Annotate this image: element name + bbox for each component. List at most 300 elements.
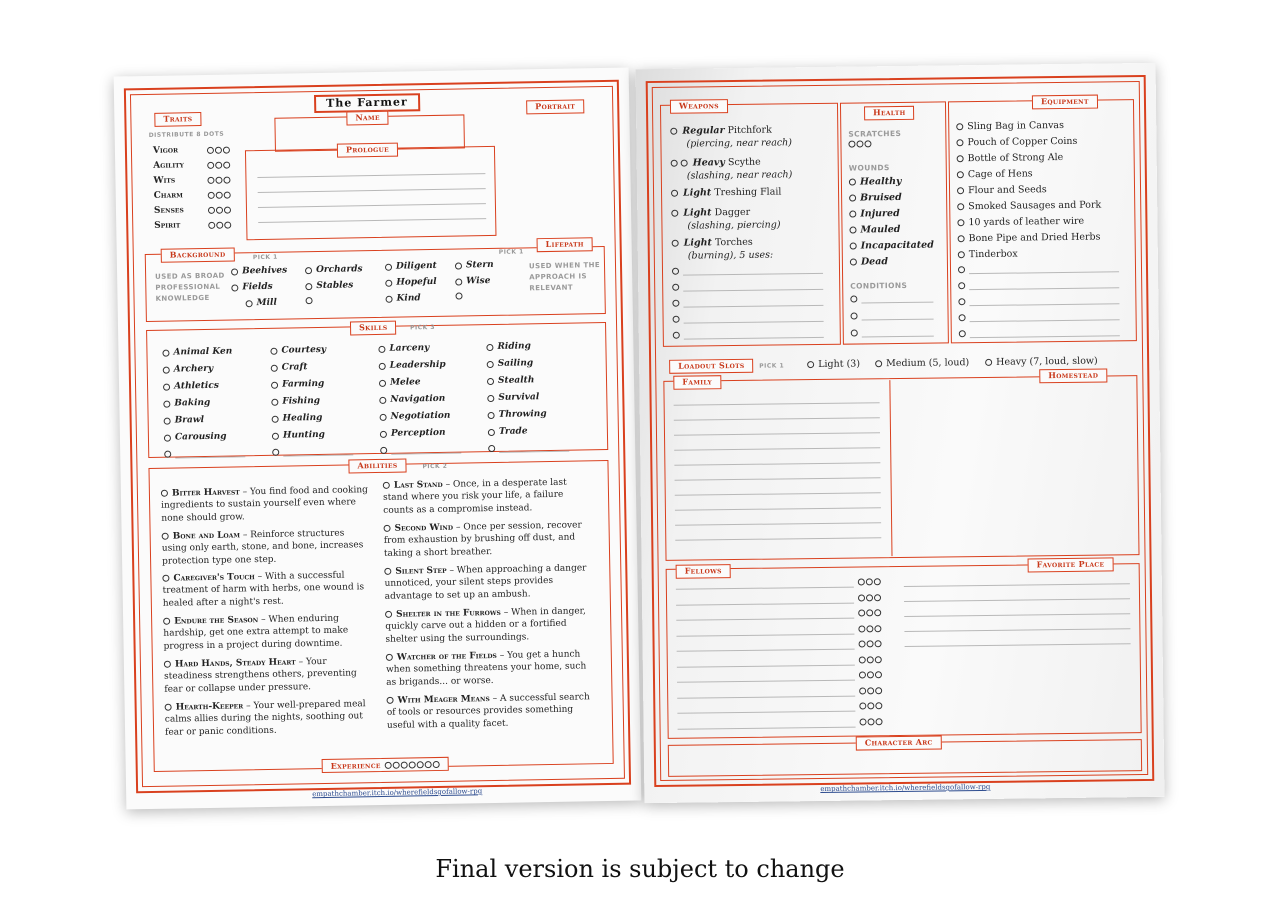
- condition-circle[interactable]: [851, 313, 858, 320]
- bond-dot[interactable]: [874, 609, 881, 616]
- bond-dot[interactable]: [875, 640, 882, 647]
- experience-dot[interactable]: [417, 761, 424, 768]
- bond-dot[interactable]: [866, 609, 873, 616]
- trait-dot[interactable]: [224, 191, 231, 198]
- ability-circle[interactable]: [386, 654, 393, 661]
- bond-dot[interactable]: [867, 640, 874, 647]
- bond-dot[interactable]: [866, 594, 873, 601]
- equipment-circle[interactable]: [956, 139, 963, 146]
- equipment-circle[interactable]: [958, 298, 965, 305]
- skill-circle[interactable]: [487, 360, 494, 367]
- wound-option[interactable]: [849, 176, 902, 188]
- ability-description: – When enduring hardship, get one extra attempt to make progress in a project during downtime.: [163, 613, 349, 652]
- skill-option[interactable]: [380, 428, 446, 439]
- radio-circle[interactable]: [246, 300, 253, 307]
- skill-option[interactable]: [163, 364, 214, 375]
- skill-option[interactable]: [486, 341, 531, 352]
- weapon-circle[interactable]: [671, 190, 678, 197]
- weapon-circle[interactable]: [673, 332, 680, 339]
- trait-dot[interactable]: [216, 191, 223, 198]
- weapon-name: Scythe: [724, 156, 761, 169]
- bond-dot[interactable]: [859, 671, 866, 678]
- bond-dot[interactable]: [875, 718, 882, 725]
- skill-circle[interactable]: [378, 345, 385, 352]
- equipment-circle[interactable]: [958, 235, 965, 242]
- ability-option[interactable]: [385, 605, 596, 646]
- bond-dot[interactable]: [867, 671, 874, 678]
- experience-dot[interactable]: [401, 761, 408, 768]
- experience-dot[interactable]: [393, 761, 400, 768]
- skill-option[interactable]: [272, 413, 323, 424]
- radio-circle[interactable]: [875, 360, 882, 367]
- wound-circle[interactable]: [849, 227, 856, 234]
- trait-dots: [208, 206, 231, 213]
- weapon-weight: Light: [683, 207, 712, 219]
- ability-option[interactable]: [163, 612, 374, 653]
- skill-option[interactable]: [271, 379, 324, 390]
- equipment-circle[interactable]: [958, 251, 965, 258]
- skill-circle[interactable]: [488, 428, 495, 435]
- radio-circle[interactable]: [985, 359, 992, 366]
- bond-dot[interactable]: [875, 702, 882, 709]
- background-option[interactable]: [231, 266, 287, 277]
- skill-circle[interactable]: [380, 413, 387, 420]
- bond-dot[interactable]: [859, 687, 866, 694]
- skill-circle[interactable]: [163, 383, 170, 390]
- skill-option[interactable]: [164, 432, 227, 443]
- ability-option[interactable]: [162, 527, 373, 568]
- trait-label: Charm: [153, 190, 183, 201]
- lifepath-option-label: Stern: [465, 259, 494, 271]
- background-option[interactable]: [231, 282, 272, 293]
- skill-circle[interactable]: [272, 449, 279, 456]
- background-option[interactable]: [305, 264, 363, 275]
- ability-circle[interactable]: [385, 611, 392, 618]
- bond-dot[interactable]: [858, 625, 865, 632]
- equipment-item[interactable]: [956, 136, 1077, 148]
- skill-option[interactable]: [487, 375, 535, 386]
- trait-dot[interactable]: [223, 146, 230, 153]
- lifepath-custom-option[interactable]: [455, 292, 462, 299]
- bond-dot[interactable]: [875, 656, 882, 663]
- trait-dot[interactable]: [208, 221, 215, 228]
- equipment-circle[interactable]: [957, 203, 964, 210]
- weapon-circle[interactable]: [681, 160, 688, 167]
- skill-option[interactable]: [380, 411, 451, 422]
- skill-circle[interactable]: [379, 396, 386, 403]
- skill-option[interactable]: [272, 430, 325, 441]
- ability-name: Silent Step: [395, 565, 447, 577]
- ability-name: Bitter Harvest: [171, 487, 240, 499]
- bond-dot[interactable]: [859, 702, 866, 709]
- skill-option[interactable]: [270, 345, 326, 356]
- skill-circle[interactable]: [380, 430, 387, 437]
- skill-circle[interactable]: [487, 394, 494, 401]
- prologue-banner: Prologue: [337, 143, 398, 158]
- portrait-banner: Portrait: [526, 99, 584, 114]
- equipment-label: Sling Bag in Canvas: [967, 119, 1065, 133]
- trait-label: Vigor: [152, 145, 179, 156]
- weapon-weight: Regular: [682, 125, 725, 137]
- bond-dot[interactable]: [859, 640, 866, 647]
- ability-option[interactable]: [384, 562, 595, 603]
- equipment-circle[interactable]: [958, 282, 965, 289]
- ability-circle[interactable]: [384, 568, 391, 575]
- ability-circle[interactable]: [164, 661, 171, 668]
- background-option-label: Fields: [242, 281, 273, 293]
- weapon-circle[interactable]: [672, 268, 679, 275]
- weapon-circle[interactable]: [670, 128, 677, 135]
- equipment-item[interactable]: [957, 152, 1064, 164]
- experience-dot[interactable]: [425, 761, 432, 768]
- trait-dot[interactable]: [208, 191, 215, 198]
- equipment-circle[interactable]: [958, 266, 965, 273]
- weapon-blank-slot[interactable]: [672, 265, 823, 276]
- trait-dot[interactable]: [216, 206, 223, 213]
- lifepath-option-label: Wise: [466, 276, 491, 287]
- wound-option[interactable]: [850, 256, 888, 267]
- skill-label: Animal Ken: [173, 346, 233, 358]
- equipment-label: Bottle of Strong Ale: [967, 151, 1064, 165]
- condition-circle[interactable]: [850, 296, 857, 303]
- experience-dot[interactable]: [409, 761, 416, 768]
- trait-row: [154, 190, 231, 201]
- experience-label: Experience: [330, 759, 381, 771]
- skill-circle[interactable]: [164, 451, 171, 458]
- radio-circle[interactable]: [306, 297, 313, 304]
- trait-dot[interactable]: [207, 161, 214, 168]
- radio-circle[interactable]: [385, 263, 392, 270]
- equipment-circle[interactable]: [956, 123, 963, 130]
- skill-circle[interactable]: [488, 411, 495, 418]
- wound-circle[interactable]: [849, 211, 856, 218]
- wound-label: Mauled: [860, 223, 901, 236]
- experience-dot[interactable]: [433, 760, 440, 767]
- weapon-circle[interactable]: [672, 300, 679, 307]
- lifepath-option[interactable]: [385, 261, 437, 272]
- trait-dot[interactable]: [216, 221, 223, 228]
- background-option[interactable]: [305, 280, 353, 291]
- lifepath-note: USED WHEN THE APPROACH IS RELEVANT: [528, 261, 601, 293]
- skill-circle[interactable]: [163, 400, 170, 407]
- trait-dot[interactable]: [224, 221, 231, 228]
- trait-dot[interactable]: [224, 206, 231, 213]
- ability-option[interactable]: [162, 569, 373, 610]
- weapon-blank-slot[interactable]: [673, 329, 824, 340]
- abilities-list: [114, 68, 629, 77]
- condition-slot[interactable]: [851, 311, 934, 321]
- equipment-item[interactable]: [957, 184, 1047, 196]
- skill-custom-option[interactable]: [488, 443, 569, 453]
- skill-label: Fishing: [282, 395, 321, 407]
- weapon-circle[interactable]: [673, 316, 680, 323]
- loadout-label: Light (3): [818, 358, 861, 370]
- ability-option[interactable]: [383, 519, 594, 560]
- weapon-circle[interactable]: [672, 240, 679, 247]
- skill-option[interactable]: [379, 377, 421, 388]
- weapon-option[interactable]: [671, 155, 836, 183]
- radio-circle[interactable]: [455, 262, 462, 269]
- background-note: USED AS BROAD PROFESSIONAL KNOWLEDGE: [155, 271, 225, 303]
- equipment-item[interactable]: [957, 200, 1101, 213]
- equipment-label: Smoked Sausages and Pork: [968, 199, 1102, 213]
- fellows-list: [636, 63, 1156, 69]
- skill-label: Farming: [281, 378, 325, 390]
- lifepath-option[interactable]: [455, 260, 494, 271]
- weapon-circle[interactable]: [671, 160, 678, 167]
- ability-circle[interactable]: [384, 525, 391, 532]
- trait-dot[interactable]: [207, 176, 214, 183]
- bond-dot[interactable]: [874, 594, 881, 601]
- skill-circle[interactable]: [270, 347, 277, 354]
- radio-circle[interactable]: [305, 283, 312, 290]
- ability-circle[interactable]: [165, 704, 172, 711]
- skill-label: Archery: [173, 363, 214, 375]
- ability-option[interactable]: [161, 484, 372, 525]
- trait-label: Senses: [153, 205, 184, 216]
- loadout-options: [636, 63, 1156, 69]
- radio-circle[interactable]: [807, 361, 814, 368]
- homestead-banner: Homestead: [1039, 368, 1107, 383]
- ability-name: With Meager Means: [397, 694, 490, 706]
- wound-label: Injured: [860, 207, 900, 220]
- ability-circle[interactable]: [387, 697, 394, 704]
- condition-circle[interactable]: [851, 330, 858, 337]
- skill-circle[interactable]: [271, 364, 278, 371]
- ability-name: Hard Hands, Steady Heart: [174, 657, 296, 670]
- equipment-circle[interactable]: [959, 314, 966, 321]
- skill-custom-option[interactable]: [272, 446, 353, 456]
- scratch-dot[interactable]: [864, 140, 871, 147]
- weapon-blank-slot[interactable]: [673, 313, 824, 324]
- skill-label: Melee: [389, 377, 421, 388]
- loadout-option[interactable]: [985, 356, 1098, 368]
- weapon-option[interactable]: [670, 123, 835, 151]
- radio-circle[interactable]: [305, 267, 312, 274]
- ability-option[interactable]: [165, 698, 376, 739]
- equipment-label: 10 yards of leather wire: [968, 215, 1085, 229]
- weapon-properties: (slashing, piercing): [687, 219, 781, 232]
- weapons-banner: Weapons: [670, 99, 728, 114]
- wound-circle[interactable]: [849, 179, 856, 186]
- skill-label: Stealth: [497, 375, 535, 386]
- traits-hint: DISTRIBUTE 8 DOTS: [148, 130, 225, 139]
- weapon-option[interactable]: [671, 185, 836, 200]
- skill-option[interactable]: [378, 343, 429, 354]
- equipment-item[interactable]: [957, 168, 1033, 180]
- skill-circle[interactable]: [163, 366, 170, 373]
- bond-dot[interactable]: [866, 578, 873, 585]
- wound-circle[interactable]: [849, 195, 856, 202]
- bond-dot[interactable]: [875, 687, 882, 694]
- footer-link[interactable]: empathchamber.itch.io/wherefieldsgofallow-rpg: [312, 787, 483, 799]
- equipment-item[interactable]: [957, 216, 1084, 229]
- equipment-label: Tinderbox: [968, 248, 1018, 261]
- equipment-item[interactable]: [958, 249, 1018, 261]
- radio-circle[interactable]: [385, 279, 392, 286]
- trait-dot[interactable]: [215, 146, 222, 153]
- fellow-bond-dots: [858, 594, 881, 601]
- skill-circle[interactable]: [162, 349, 169, 356]
- condition-slot[interactable]: [851, 328, 934, 338]
- ability-option[interactable]: [164, 655, 375, 696]
- skill-label: Hunting: [282, 429, 326, 441]
- bond-dot[interactable]: [858, 609, 865, 616]
- radio-circle[interactable]: [231, 284, 238, 291]
- skill-option[interactable]: [487, 392, 539, 403]
- skill-circle[interactable]: [380, 447, 387, 454]
- skill-label: Leadership: [389, 359, 446, 371]
- equipment-item[interactable]: [958, 232, 1101, 245]
- ability-description: – You find food and cooking ingredients to sustain yourself even where none should grow.: [161, 485, 369, 524]
- skill-circle[interactable]: [164, 417, 171, 424]
- ability-option[interactable]: [386, 648, 597, 689]
- bond-dot[interactable]: [874, 625, 881, 632]
- bond-dot[interactable]: [867, 687, 874, 694]
- loadout-option[interactable]: [875, 357, 969, 369]
- weapon-checks: [671, 190, 678, 197]
- ability-description: – Reinforce structures using only earth, stone, and bone, increases protection type one step.: [161, 528, 364, 567]
- background-option[interactable]: [246, 298, 277, 309]
- radio-circle[interactable]: [386, 295, 393, 302]
- skill-option[interactable]: [379, 360, 446, 371]
- wound-list: [636, 63, 1156, 69]
- skill-option[interactable]: [163, 381, 219, 392]
- radio-circle[interactable]: [455, 292, 462, 299]
- skill-circle[interactable]: [379, 362, 386, 369]
- equipment-circle[interactable]: [957, 187, 964, 194]
- trait-dot[interactable]: [215, 176, 222, 183]
- skill-option[interactable]: [271, 362, 308, 373]
- bond-dot[interactable]: [859, 656, 866, 663]
- fellow-bond-dots: [859, 718, 882, 725]
- skill-circle[interactable]: [379, 379, 386, 386]
- bond-dot[interactable]: [858, 594, 865, 601]
- weapon-blank-slot[interactable]: [672, 281, 823, 292]
- skill-circle[interactable]: [271, 381, 278, 388]
- loadout-option[interactable]: [807, 358, 860, 370]
- skill-option[interactable]: [488, 426, 528, 437]
- weapon-properties: (burning), 5 uses:: [687, 249, 774, 262]
- ability-circle[interactable]: [161, 490, 168, 497]
- trait-dot[interactable]: [207, 146, 214, 153]
- bond-dot[interactable]: [874, 578, 881, 585]
- fellow-bond-dots: [859, 640, 882, 647]
- ability-circle[interactable]: [162, 575, 169, 582]
- condition-slot[interactable]: [850, 294, 933, 304]
- radio-circle[interactable]: [455, 278, 462, 285]
- trait-dot[interactable]: [208, 206, 215, 213]
- wound-option[interactable]: [849, 208, 900, 220]
- skill-circle[interactable]: [486, 343, 493, 350]
- experience-dot[interactable]: [385, 761, 392, 768]
- scratch-dot[interactable]: [856, 140, 863, 147]
- bond-dot[interactable]: [875, 671, 882, 678]
- equipment-circle[interactable]: [957, 219, 964, 226]
- bond-dot[interactable]: [867, 718, 874, 725]
- loadout-pick-hint: PICK 1: [759, 362, 785, 370]
- wound-option[interactable]: [850, 240, 934, 252]
- ability-circle[interactable]: [163, 618, 170, 625]
- weapon-circle[interactable]: [671, 210, 678, 217]
- bond-dot[interactable]: [859, 718, 866, 725]
- weapon-option[interactable]: [671, 205, 836, 233]
- wound-label: Dead: [860, 256, 889, 268]
- ability-option[interactable]: [383, 476, 594, 517]
- wound-circle[interactable]: [850, 259, 857, 266]
- skill-option[interactable]: [271, 396, 320, 407]
- weapon-option[interactable]: [672, 235, 837, 263]
- trait-dot[interactable]: [223, 161, 230, 168]
- background-option-label: Orchards: [315, 264, 363, 276]
- skill-custom-option[interactable]: [164, 448, 245, 458]
- trait-label: Agility: [153, 160, 184, 171]
- ability-option[interactable]: [386, 691, 597, 732]
- weapon-checks: [671, 160, 688, 167]
- wound-option[interactable]: [849, 192, 902, 204]
- skill-option[interactable]: [162, 347, 232, 358]
- skill-circle[interactable]: [164, 434, 171, 441]
- skill-option[interactable]: [164, 415, 205, 426]
- fellow-bond-dots: [858, 625, 881, 632]
- bond-dot[interactable]: [858, 578, 865, 585]
- trait-row: [154, 205, 231, 216]
- bond-dot[interactable]: [867, 702, 874, 709]
- equipment-circle[interactable]: [959, 330, 966, 337]
- skill-label: Carousing: [174, 431, 227, 443]
- loadout-banner: Loadout Slots: [669, 359, 754, 374]
- radio-circle[interactable]: [231, 268, 238, 275]
- ability-circle[interactable]: [383, 482, 390, 489]
- footer-link[interactable]: empathchamber.itch.io/wherefieldsgofallow-rpg: [820, 782, 991, 793]
- weapon-blank-slot[interactable]: [672, 297, 823, 308]
- weapon-circle[interactable]: [672, 284, 679, 291]
- trait-dot[interactable]: [215, 161, 222, 168]
- bond-dot[interactable]: [867, 656, 874, 663]
- lifepath-option[interactable]: [385, 293, 420, 304]
- wound-label: Incapacitated: [860, 239, 934, 252]
- equipment-circle[interactable]: [957, 171, 964, 178]
- lifepath-option[interactable]: [455, 276, 490, 287]
- skill-label: Larceny: [389, 343, 430, 354]
- background-custom-option[interactable]: [306, 297, 313, 304]
- skill-option[interactable]: [379, 394, 445, 405]
- trait-dot[interactable]: [223, 176, 230, 183]
- skill-option[interactable]: [163, 398, 210, 409]
- background-pick-hint: PICK 1: [252, 253, 278, 262]
- skill-circle[interactable]: [488, 445, 495, 452]
- skill-circle[interactable]: [487, 377, 494, 384]
- skill-circle[interactable]: [272, 415, 279, 422]
- equipment-circle[interactable]: [957, 155, 964, 162]
- skill-option[interactable]: [487, 358, 534, 369]
- ability-circle[interactable]: [162, 533, 169, 540]
- bond-dot[interactable]: [866, 625, 873, 632]
- wounds-label: WOUNDS: [848, 163, 890, 173]
- skill-label: Trade: [498, 426, 528, 437]
- wound-circle[interactable]: [850, 243, 857, 250]
- lifepath-option[interactable]: [385, 277, 437, 288]
- equipment-item[interactable]: [956, 120, 1064, 132]
- ability-description: – When approaching a danger unnoticed, your silent steps provides advantage to set up an ambush.: [384, 563, 587, 602]
- skill-option[interactable]: [488, 409, 547, 420]
- wound-label: Bruised: [860, 191, 902, 204]
- skill-circle[interactable]: [272, 432, 279, 439]
- skill-circle[interactable]: [271, 398, 278, 405]
- scratch-dot[interactable]: [848, 141, 855, 148]
- wound-option[interactable]: [849, 224, 900, 236]
- skill-custom-option[interactable]: [380, 445, 461, 455]
